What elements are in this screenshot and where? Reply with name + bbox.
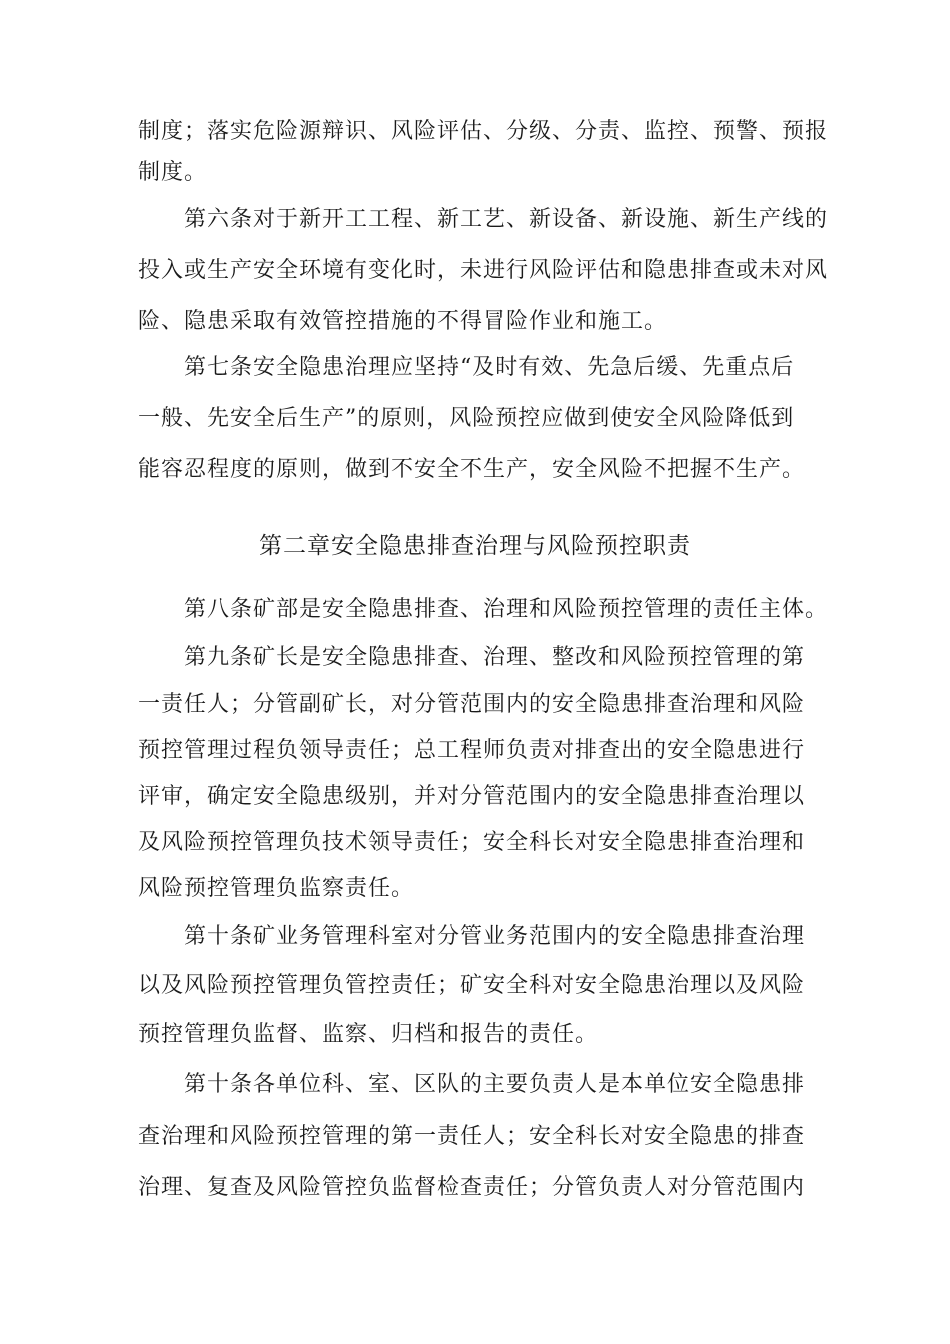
text-line: 第六条对于新开工工程、新工艺、新设备、新设施、新生产线的 bbox=[184, 207, 829, 232]
text-line: 一责任人；分管副矿长，对分管范围内的安全隐患排查治理和风险 bbox=[138, 692, 806, 717]
text-line: 第八条矿部是安全隐患排查、治理和风险预控管理的责任主体。 bbox=[184, 597, 829, 622]
text-line: 查治理和风险预控管理的第一责任人；安全科长对安全隐患的排查 bbox=[138, 1124, 806, 1149]
text-line: 制度。 bbox=[138, 160, 208, 185]
text-line: 险、隐患采取有效管控措施的不得冒险作业和施工。 bbox=[138, 309, 668, 334]
text-line: 评审，确定安全隐患级别，并对分管范围内的安全隐患排查治理以 bbox=[138, 784, 806, 809]
text-line: 第九条矿长是安全隐患排查、治理、整改和风险预控管理的第 bbox=[184, 645, 806, 670]
text-line: 第十条矿业务管理科室对分管业务范围内的安全隐患排查治理 bbox=[184, 924, 806, 949]
text-line: 投入或生产安全环境有变化时，未进行风险评估和隐患排查或未对风 bbox=[138, 258, 829, 283]
text-line: 预控管理负监督、监察、归档和报告的责任。 bbox=[138, 1022, 599, 1047]
text-line: 制度；落实危险源辩识、风险评估、分级、分责、监控、预警、预报 bbox=[138, 119, 829, 144]
text-line: 能容忍程度的原则，做到不安全不生产，安全风险不把握不生产。 bbox=[138, 457, 806, 482]
text-line: 一般、先安全后生产”的原则，风险预控应做到使安全风险降低到 bbox=[138, 406, 795, 431]
text-line: 第七条安全隐患治理应坚持“及时有效、先急后缓、先重点后 bbox=[184, 355, 795, 380]
text-line: 以及风险预控管理负管控责任；矿安全科对安全隐患治理以及风险 bbox=[138, 973, 806, 998]
text-line: 第十条各单位科、室、区队的主要负责人是本单位安全隐患排 bbox=[184, 1072, 806, 1097]
text-line: 预控管理过程负领导责任；总工程师负责对排查出的安全隐患进行 bbox=[138, 738, 806, 763]
text-line: 治理、复查及风险管控负监督检查责任；分管负责人对分管范围内 bbox=[138, 1175, 806, 1200]
chapter-heading: 第二章安全隐患排查治理与风险预控职责 bbox=[259, 533, 691, 559]
text-line: 及风险预控管理负技术领导责任；安全科长对安全隐患排查治理和 bbox=[138, 830, 806, 855]
text-line: 风险预控管理负监察责任。 bbox=[138, 876, 415, 901]
